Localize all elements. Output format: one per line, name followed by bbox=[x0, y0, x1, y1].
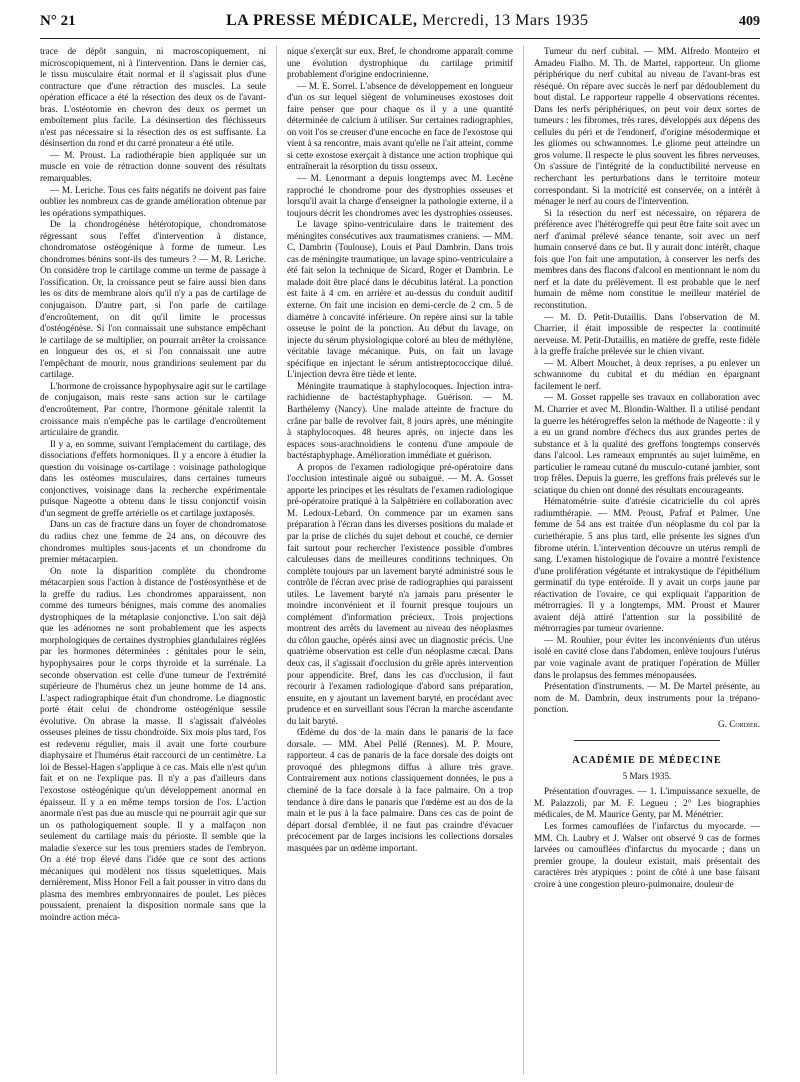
paragraph: trace de dépôt sanguin, ni macroscopiquement, ni microscopiquement, ni à l'intervention. Dans le dernier cas, le tissu musculaire était normal et il s'agissait plus d'une contracture que d'une rétraction des muscles. La seule opération efficace a été la résection des deux os de l'avant-bras. L'ostéotomie en chevron des deux os permet un emboîtement plus facile. La désinsertion des fléchisseurs n'est pas nécessaire si la résection des os est suffisante. La désinsertion du rond et du carré pronateur a été utile. bbox=[40, 46, 267, 149]
page-number: 409 bbox=[739, 14, 760, 29]
column-divider bbox=[276, 46, 277, 1074]
issue-number: N° 21 bbox=[40, 13, 76, 29]
paragraph: — M. Gosset rappelle ses travaux en collaboration avec M. Charrier et avec M. Blondin-Walther. Il a utilisé pendant la guerre les hétérogreffes selon la méthode de Nageotte : il y a eu un grand nombre d'échecs dus aux grandes pertes de substance et à la qualité des greffons longtemps conservés dans l'alcool. Les rameaux empruntés au sujet luimême, en particulier le rameau cutané du musculo-cutané jambier, sont trop frêles. Depuis la guerre, les greffons frais prélevés sur le sciatique du chien ont donné des résultats encourageants. bbox=[533, 392, 760, 495]
journal-name: LA PRESSE MÉDICALE, bbox=[226, 12, 418, 29]
column-3 bbox=[534, 46, 760, 1074]
paragraph: Présentation d'instruments. — M. De Martel présente, au nom de M. Dambrin, deux instruments pour la trépano-ponction. bbox=[533, 681, 760, 715]
paragraph: — M. Rouhier, pour éviter les inconvénients d'un utérus isolé en cavité close dans l'abdomen, enlève toujours l'utérus par voie vaginale avant de pratiquer l'opération de Müller dans le prolapsus des femmes ménopausées. bbox=[533, 634, 760, 680]
paragraph: Œdème du dos de la main dans le panaris de la face dorsale. — MM. Abel Pellé (Rennes). M. P. Moure, rapporteur. 4 cas de panaris de la face dorsale des doigts ont provoqué des phlegmons diffus à allure très grave. Contrairement aux notions classiquement données, le pus a cheminé de la face dorsale à la face palmaire. On a trop tendance à dire dans le panaris que l'œdème est au dos de la main et le pus à la face palmaire. Dans ces cas de point de départ dorsal d'emblée, il ne faut pas craindre d'évacuer précocement par de larges incisions les collections dorsales masquées par un œdème important. bbox=[286, 727, 513, 853]
paragraph: — M. Lenormant a depuis longtemps avec M. Lecène rapproché le chondrome pour des dystrophies osseuses et lorsqu'il avait la charge d'enseigner la pathologie externe, il a toujours décrit les chondromes avec les dystrophies osseuses. bbox=[286, 173, 513, 218]
paragraph: Hématométrie suite d'atrésie cicatricielle du col après radiumthérapie. — MM. Proust, Pafraf et Palmer. Une femme de 54 ans est traitée d'un néoplasme du col par la curiethérapie. 5 ans plus tard, elle présente les signes d'un fibrome utérin. L'intervention découvre un utérus rempli de sang. L'examen histologique de l'ovaire a montré l'existence d'une prolifération végétante et intrakystique de l'épithélium germinatif du type entéroïde. Il y avait un corps jaune par réactivation de l'ovaire, ce qui expliquait l'apparition de métrorragies. Il y a longtemps, MM. Proust et Maurer avaient déjà attiré l'attention sur la possibilité de métrorragies par tumeur ovarienne. bbox=[533, 496, 760, 634]
paragraph: L'hormone de croissance hypophysaire agit sur le cartilage de conjugaison, mais reste sans action sur le cartilage d'encroûtement. Par contre, l'hormone génitale ralentit la croissance mais n'empêche pas le cartilage d'encroûtement articulaire de grandir. bbox=[40, 380, 267, 438]
academy-body bbox=[534, 786, 760, 890]
paragraph: — M. E. Sorrel. L'absence de développement en longueur d'un os sur lequel siègent de volumineuses exostoses doit faire penser que pour chaque os il y a une quantité déterminée de calcium à utiliser. Sur certaines radiographies, on voit l'os se creuser d'une encoche en face de l'exostose qui vient à sa rencontre, mais avant qu'elle ne l'ait atteint, comme si cette exostose exerçait à distance une action trophique qui entraînerait la résorption du tissu osseux. bbox=[286, 80, 513, 172]
column-1 bbox=[40, 46, 266, 1074]
paragraph: — M. D. Petit-Dutaillis. Dans l'observation de M. Charrier, il était impossible de respecter la continuité nerveuse. M. Petit-Dutaillis, en matière de greffe, reste fidèle à la greffe fraîche prélevée sur le chien vivant. bbox=[533, 311, 760, 357]
paragraph: Présentation d'ouvrages. — 1. L'impuissance sexuelle, de M. Palazzoli, par M. F. Legueu ; 2° Les biographies médicales, de M. Maurice Genty, par M. Ménétrier. bbox=[533, 786, 760, 820]
paragraph: — M. Proust. La radiothérapie bien appliquée sur un muscle en voie de rétraction donne souvent des résultats remarquables. bbox=[40, 149, 267, 184]
author-signature: G. Cordier. bbox=[717, 718, 760, 729]
paragraph: A propos de l'examen radiologique pré-opératoire dans l'occlusion intestinale aiguë ou subaiguë. — M. A. Gosset apporte les principes et les résultats de l'examen radiologique pré-opératoire pratiqué à la Salpêtrière en collaboration avec M. Ledoux-Lebard. On commence par un examen sans préparation à l'écran dans les diverses positions du malade et par la prise de clichés du sujet debout et couché, ce dernier fait surtout pour rechercher l'existence possible d'ombres calculeuses dans de meilleures conditions techniques. On complète toujours par un lavement baryté administré sous le contrôle de l'écran avec prise de radiographies qui paraissent utiles. Le lavement baryté n'a jamais paru présenter le moindre inconvénient et il fournit presque toujours un complément d'information précieux. Trois projections montrent des arrêts du lavement au niveau des néoplasmes du côlon gauche, opérés ainsi avec un diagnostic précis. Une quatrième observation est celle d'un néoplasme cæcal. Dans deux cas, il s'agissait d'occlusion du grêle après intervention pour appendicite. Bref, dans les cas d'occlusion, il faut recourir à l'examen radiologique d'abord sans préparation, ensuite, en y ajoutant un lavement baryté, en procédant avec prudence et en surveillant sous l'écran la marche ascendante du lait baryté. bbox=[286, 461, 513, 726]
paragraph: De la chondrogénèse hétérotopique, chondromatose régressant sous l'effet d'intervention à distance, chondromatose ostéogénique à forme de tumeur. Les chondromes bénins sont-ils des tumeurs ? — M. R. Leriche. On considère trop le cartilage comme un terme de passage à l'ossification. Or, la croissance peut se faire aussi bien dans les os dits de membrane alors qu'il n'y a pas de cartilage de conjugaison. D'autre part, si l'on parle de cartilage d'encroûtement, on dit qu'il limite le processus d'ostéogénèse. Si l'on connaissait une substance empêchant le cartilage de se multiplier, on pourrait arrêter la croissance en longueur des os, et si l'on connaissait une autre l'empêchant de mourir, nous grandirions seulement par du cartilage. bbox=[40, 219, 267, 380]
paragraph: Les formes camouflées de l'infarctus du myocarde. — MM. Ch. Laubry et J. Walser ont observé 9 cas de formes larvées ou camouflées d'infarctus du myocarde ; dans un premier groupe, la douleur existait, mais présentait des caractères très atypiques : point de côté à une base faisant croire à une congestion pleuro-pulmonaire, douleur de bbox=[533, 821, 760, 889]
column-3-body bbox=[534, 46, 760, 716]
issue-date: Mercredi, 13 Mars 1935 bbox=[421, 12, 589, 29]
paragraph: Il y a, en somme, suivant l'emplacement du cartilage, des dissociations d'effets hormoniques. Il y a encore à étudier la question du voisinage os-cartilage : voisinage pathologique dans les ostéomes musculaires, dans certaines tumeurs conjonctives, voisinage dans la recherche expérimentale puisque Nageotte a obtenu dans le tissu conjonctif voisin d'un segment de greffe artérielle os et cartilage juxtaposés. bbox=[40, 438, 267, 518]
paragraph: Méningite traumatique à staphylocoques. Injection intra-rachidienne de bactéstaphyphage. Guérison. — M. Barthélemy (Nancy). Une malade atteinte de fracture du crâne par balle de revolver fait, 8 jours après, une méningite à staphylocoques. 48 heures après, on injecte dans les espaces sous-arachnoïdiens le contenu d'une ampoule de bactéstaphyphage. Amélioration immédiate et guérison. bbox=[286, 380, 513, 461]
paragraph: nique s'exerçât sur eux. Bref, le chondrome apparaît comme une évolution dystrophique du cartilage primitif probablement d'origine endocrinienne. bbox=[286, 46, 513, 80]
section-rule bbox=[574, 740, 720, 741]
paragraph: On note la disparition complète du chondrome métacarpien sous l'action à distance de l'ostéosynthèse et de la greffe du radius. Les chondromes apparaissent, non comme des tumeurs bénignes, mais comme des anomalies dystrophiques de la métaplasie conjonctive. L'on sait déjà que les adénomes ne sont probablement que les aspects morphologiques de certaines dystrophies glandulaires réglées par les hormones déterminées : génitales pour le sein, hypophysaires pour le corps thyroïde et la surrénale. La seconde observation est celle d'une tumeur de l'extrémité supérieure de l'humérus chez un jeune homme de 14 ans. L'aspect radiographique était d'un chondrome. Le diagnostic porté était celui de chondrome ostéogénique sessile évolutive. On abrase la masse. Il s'agissait d'alvéoles osseuses pleines de tissu chondroïde. Six mois plus tard, l'os est redevenu régulier, mais il avait une forte courbure diaphysaire et l'humérus était raccourci de un centimètre. La loi de Bessel-Hagen s'applique à ce cas. Mais elle n'est qu'un fait et on ne l'explique pas. Il n'y a pas d'ailleurs dans l'exostose ostéogénique qu'un développement anormal en épaisseur. Il y a en même temps torsion de l'os. L'action anormale n'est pas due au muscle qui ne pourrait agir que sur un os pathologiquement souple. Il y a malfaçon non seulement du cartilage mais du périoste. Il semble que la maladie s'exerce sur les tous premiers stades de l'embryon. On a été trop élevé dans l'idée que ce sont des actions mécaniques qui modèlent nos tissus squelettiques. Mais dernièrement, Miss Honor Fell a fait pousser in vitro dans du plasma des membres embryonnaires de poulet. Les pièces poussaient, prenaient la disposition normale sans que la moindre action méca- bbox=[40, 565, 267, 923]
paragraph: Dans un cas de fracture dans un foyer de chondromatose du radius chez une femme de 24 ans, on découvre des chondromes multiples sous-jacents et un chondrome du premier métacarpien. bbox=[40, 519, 267, 565]
paragraph: — M. Leriche. Tous ces faits négatifs ne doivent pas faire oublier les nombreux cas de grande amélioration obtenue par les opérations sympathiques. bbox=[40, 184, 267, 218]
paragraph: Le lavage spino-ventriculaire dans le traitement des méningites consécutives aux traumatismes craniens. — MM. C. Dambrin (Toulouse), Louis et Paul Dambrin. Dans trois cas de méningite traumatique, un lavage spino-ventriculaire a été fait selon la technique de Sicard, Roger et Dambrin. Le malade doit être placé dans le décubitus latéral. La ponction est faite à 4 cm. en arrière et au-dessus du conduit auditif externe. On fait une incision en demi-cercle de 2 cm. 5 de diamètre à concavité inférieure. On repère ainsi sur la table osseuse le point de la ponction. Au début du lavage, on injecte du sérum physiologique coloré au bleu de méthylène, véritable lavage mécanique. Puis, on fait un lavage spécifique en injectant le sérum antistreptococcique dilué. L'injection devra être tiède et lente. bbox=[286, 219, 513, 380]
article-columns bbox=[40, 46, 760, 1074]
paragraph: Tumeur du nerf cubital. — MM. Alfredo Monteiro et Amadeu Fialho. M. Th. de Martel, rapporteur. Un gliome périphérique du nerf cubital au niveau de l'avant-bras est réséqué. On répare avec succès le nerf par dédoublement du bout distal. Le rapporteur rappelle 4 observations récentes. Dans les nerfs périphériques, on peut voir deux sortes de tumeurs : les fibromes, très rares, développés aux dépens des cellules du péri et de l'endonerf, d'origine mésodermique et les gliomes ou schwannomes. Le gliome peut atteindre un gros volume. Il respecte le plus souvent les fibres nerveuses. On s'assure de l'intégrité de la conductibilité nerveuse en recherchant les perturbations dans le territoire moteur correspondant. Si la motricité est conservée, on a intérêt à ménager le nerf au cours de l'intervention. bbox=[533, 46, 760, 207]
paragraph: Si la résection du nerf est nécessaire, on réparera de préférence avec l'hétérogreffe qui peut être faite soit avec un nerf d'animal prélevé séance tenante, soit avec un nerf humain conservé dans ce but. Il y aurait donc intérêt, chaque fois que l'on fait une amputation, à conserver les nerfs des membres dans des flacons d'alcool en mentionnant le nom du nerf et la date du prélèvement. Il est probable que le nerf humain de même nom constitue le meilleur matériel de reconstitution. bbox=[533, 207, 760, 311]
academy-heading: ACADÉMIE DE MÉDECINE bbox=[572, 755, 722, 767]
page-header bbox=[40, 12, 760, 39]
column-2 bbox=[287, 46, 513, 1074]
paragraph: — M. Albert Mouchet, à deux reprises, a pu enlever un schwannome du cubital et du médian en épargnant facilement le nerf. bbox=[533, 357, 760, 391]
journal-title bbox=[226, 12, 588, 30]
academy-date: 5 Mars 1935. bbox=[622, 770, 672, 781]
column-divider bbox=[523, 46, 524, 1074]
